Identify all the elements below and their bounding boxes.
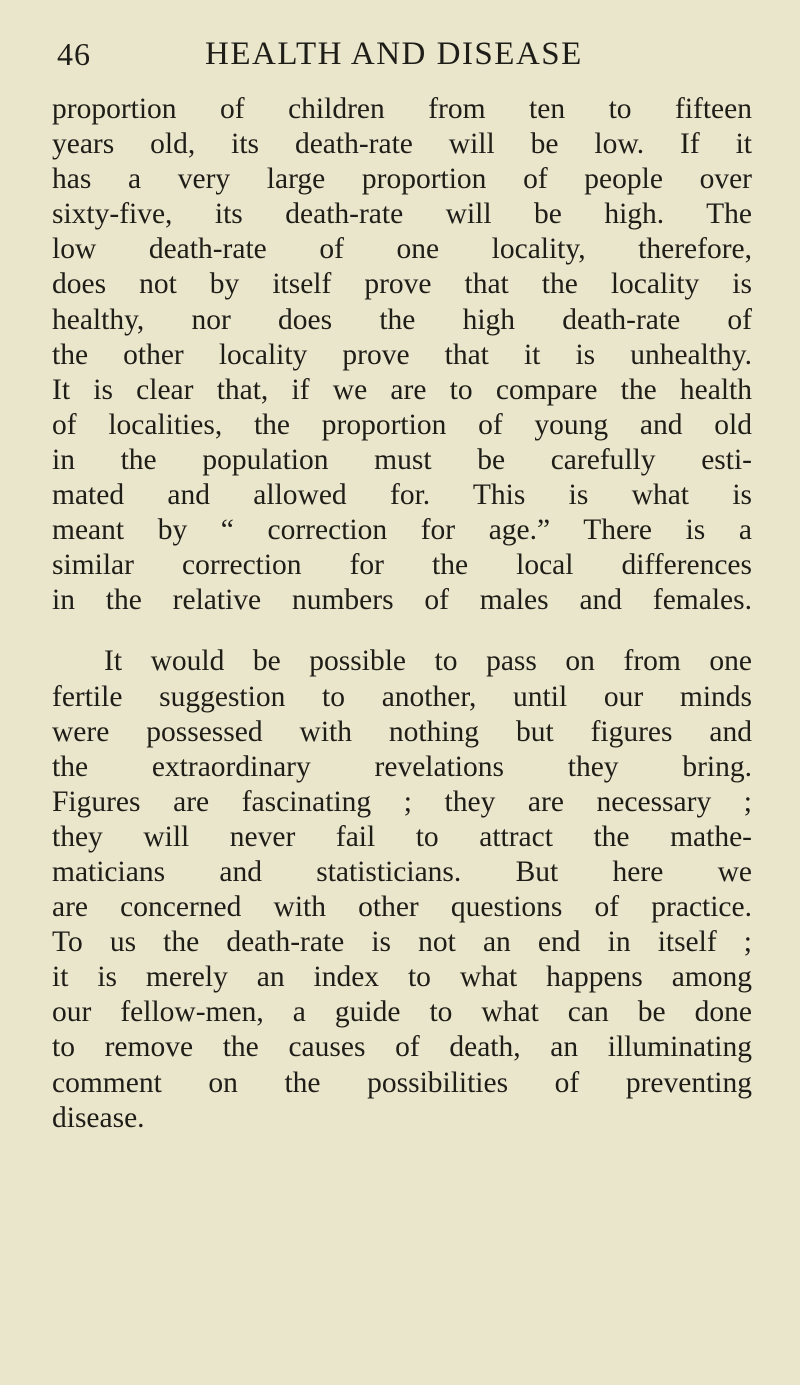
text-line: are concerned with other questions of practice.	[52, 891, 752, 924]
text-line: similar correction for the local differences	[52, 549, 752, 582]
text-line: it is merely an index to what happens among	[52, 961, 752, 994]
text-line: sixty-five, its death-rate will be high. The	[52, 198, 752, 231]
text-line: It would be possible to pass on from one	[104, 645, 752, 678]
text-line: maticians and statisticians. But here we	[52, 855, 752, 888]
page-header	[0, 36, 800, 86]
text-line: meant by “ correction for age.” There is a	[52, 514, 752, 547]
text-line: fertile suggestion to another, until our minds	[52, 680, 752, 713]
text-line: mated and allowed for. This is what is	[52, 479, 752, 512]
text-line: Figures are fascinating ; they are necessary ;	[52, 785, 752, 818]
text-line: the other locality prove that it is unhealthy.	[52, 338, 752, 371]
text-line: they will never fail to attract the mathe-	[52, 820, 752, 853]
text-line: has a very large proportion of people over	[52, 163, 752, 196]
text-line: low death-rate of one locality, therefore,	[52, 233, 752, 266]
text-line: years old, its death-rate will be low. If it	[52, 128, 752, 161]
text-line: in the relative numbers of males and females.	[52, 584, 752, 617]
page-number: 46	[57, 36, 91, 72]
text-line: It is clear that, if we are to compare the health	[52, 373, 752, 406]
text-line: of localities, the proportion of young and old	[52, 408, 752, 441]
text-line: disease.	[52, 1101, 145, 1134]
text-line: healthy, nor does the high death-rate of	[52, 303, 752, 336]
text-line: comment on the possibilities of preventing	[52, 1066, 752, 1099]
paragraph-spacer	[52, 618, 752, 644]
body-text	[52, 92, 752, 1136]
paragraph-2	[52, 644, 752, 1135]
text-line: to remove the causes of death, an illuminating	[52, 1031, 752, 1064]
text-line: the extraordinary revelations they bring.	[52, 750, 752, 783]
text-line: our fellow-men, a guide to what can be done	[52, 996, 752, 1029]
text-line: does not by itself prove that the locality is	[52, 268, 752, 301]
paragraph-1	[52, 92, 752, 618]
text-line: proportion of children from ten to fifteen	[52, 93, 752, 125]
text-line: in the population must be carefully esti-	[52, 443, 752, 476]
text-line: were possessed with nothing but figures and	[52, 715, 752, 748]
text-line: To us the death-rate is not an end in itself ;	[52, 926, 752, 959]
running-title: HEALTH AND DISEASE	[205, 36, 583, 72]
